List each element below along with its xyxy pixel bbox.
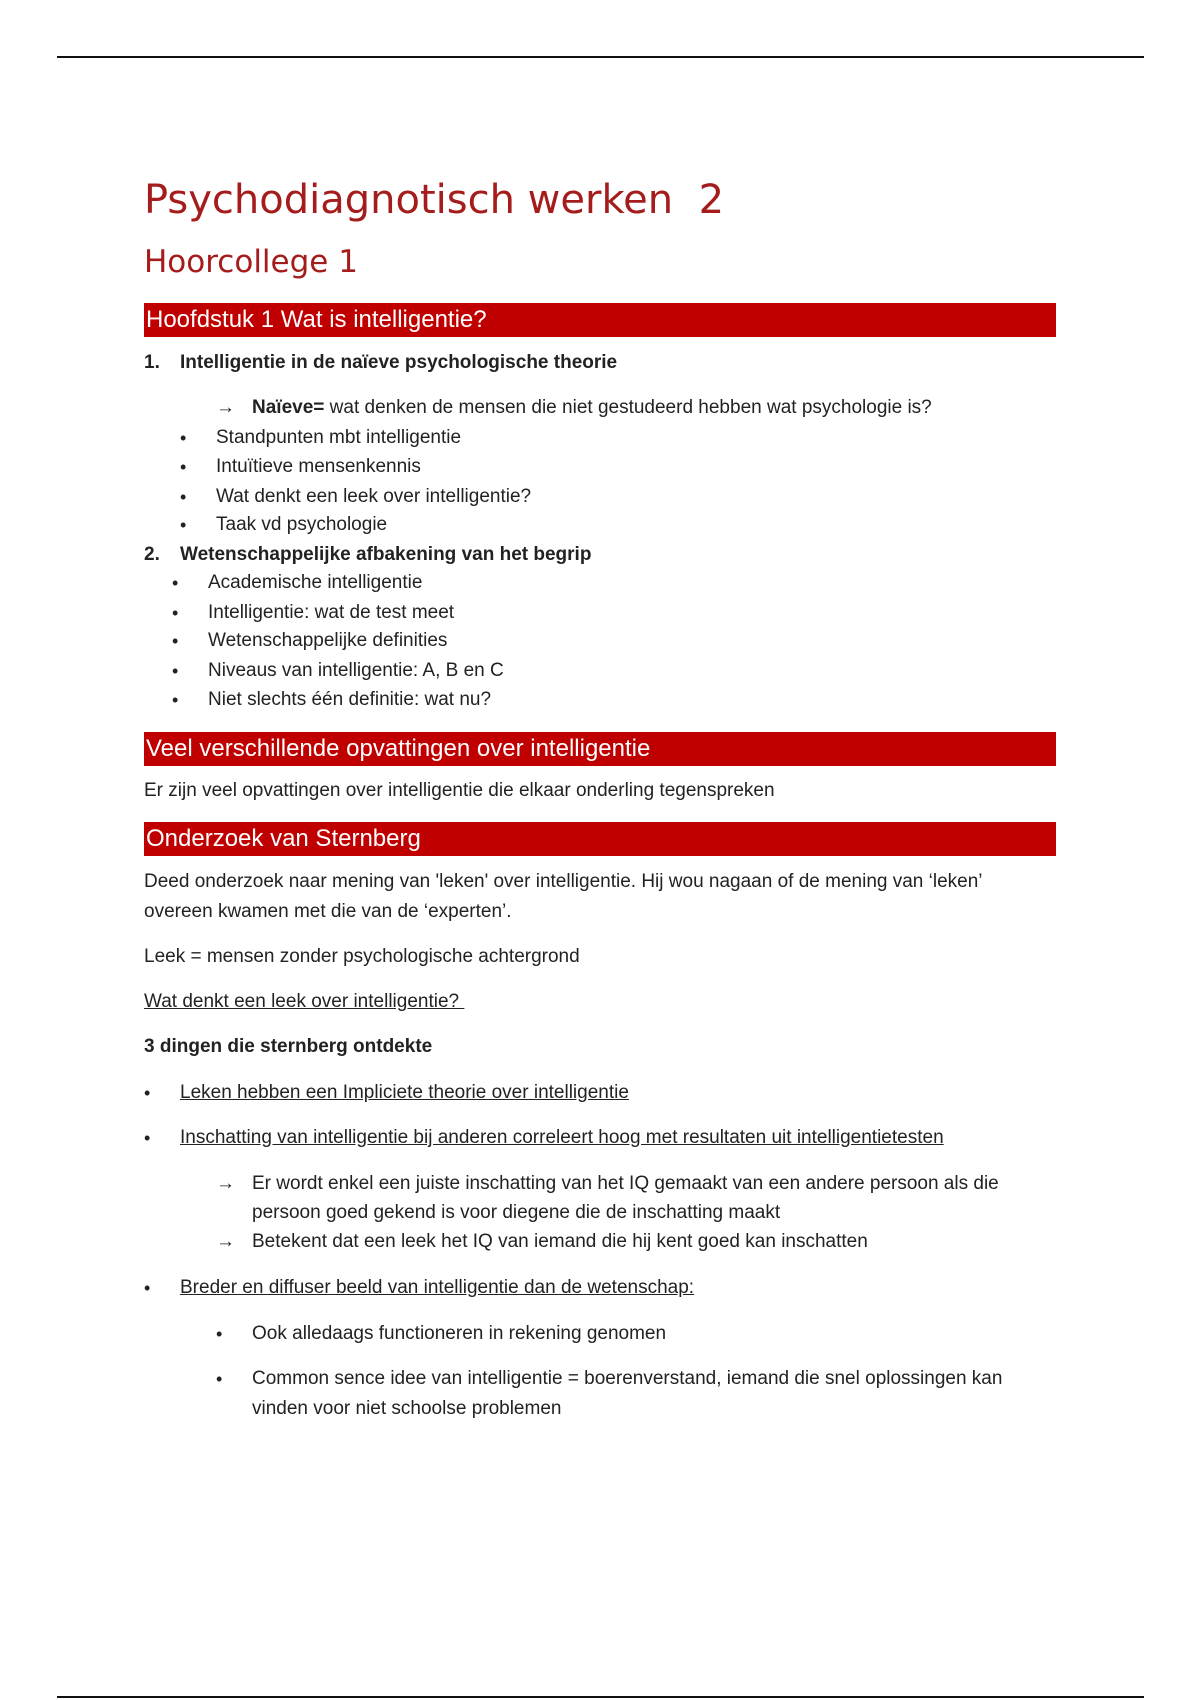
bullet-icon: • [144, 1083, 151, 1103]
bottom-rule [57, 1696, 1144, 1698]
list-number: 2. [144, 544, 160, 565]
bullet-icon: • [144, 1128, 151, 1148]
bullet-icon: • [172, 573, 179, 593]
list-item: Intelligentie: wat de test meet [208, 602, 455, 623]
section-heading-opvattingen: Veel verschillende opvattingen over intelligentie [144, 732, 1056, 766]
top-rule [57, 56, 1144, 58]
arrow-icon: → [216, 1231, 235, 1252]
bullet-icon: • [172, 661, 179, 681]
bullet-icon: • [216, 1324, 223, 1344]
discovery-item: Inschatting van intelligentie bij anderen correleert hoog met resultaten uit intelligentietesten [180, 1127, 944, 1148]
arrow-icon: → [216, 1173, 235, 1194]
arrow-item: Betekent dat een leek het IQ van iemand die hij kent goed kan inschatten [252, 1231, 868, 1252]
bullet-icon: • [172, 690, 179, 710]
list-item: Wat denkt een leek over intelligentie? [216, 486, 532, 507]
list-item: Wetenschappelijke definities [208, 630, 448, 651]
bullet-icon: • [180, 428, 187, 448]
bullet-icon: • [172, 603, 179, 623]
arrow-icon: → [216, 397, 235, 418]
list-item: Intuïtieve mensenkennis [216, 456, 421, 477]
list-item: Academische intelligentie [208, 572, 423, 593]
sub-item-line: Common sence idee van intelligentie = boerenverstand, iemand die snel oplossingen kan [252, 1368, 1003, 1389]
term-definition: wat denken de mensen die niet gestudeerd hebben wat psychologie is? [324, 397, 932, 418]
arrow-item [252, 396, 932, 420]
section-heading-sternberg: Onderzoek van Sternberg [144, 822, 1056, 856]
list-item-heading: Intelligentie in de naïeve psychologische theorie [180, 352, 618, 373]
bullet-icon: • [216, 1369, 223, 1389]
term-bold: Naïeve= [252, 397, 325, 418]
arrow-item-line: persoon goed gekend is voor diegene die de inschatting maakt [252, 1202, 781, 1223]
list-item: Niveaus van intelligentie: A, B en C [208, 660, 504, 681]
list-item: Taak vd psychologie [216, 514, 388, 535]
paragraph: Er zijn veel opvattingen over intelligentie die elkaar onderling tegenspreken [144, 780, 775, 801]
section-heading-chapter1: Hoofdstuk 1 Wat is intelligentie? [144, 303, 1056, 337]
paragraph-line: overeen kwamen met die van de ‘experten’. [144, 901, 512, 922]
definition-leek: Leek = mensen zonder psychologische achtergrond [144, 946, 580, 967]
list-item-heading: Wetenschappelijke afbakening van het begrip [180, 544, 592, 565]
bullet-icon: • [144, 1278, 151, 1298]
arrow-item-line: Er wordt enkel een juiste inschatting van het IQ gemaakt van een andere persoon als die [252, 1173, 999, 1194]
bullet-icon: • [180, 487, 187, 507]
paragraph-line: Deed onderzoek naar mening van 'leken' over intelligentie. Hij wou nagaan of de mening van ‘leken’ [144, 871, 983, 892]
list-number: 1. [144, 352, 160, 373]
sub-item-line: vinden voor niet schoolse problemen [252, 1398, 562, 1419]
bullet-icon: • [180, 457, 187, 477]
underlined-question: Wat denkt een leek over intelligentie? [144, 991, 465, 1012]
list-item: Niet slechts één definitie: wat nu? [208, 689, 492, 710]
document-title: Psychodiagnotisch werken 2 [144, 177, 725, 223]
discovery-item: Leken hebben een Impliciete theorie over intelligentie [180, 1082, 629, 1103]
bullet-icon: • [180, 515, 187, 535]
document-subtitle: Hoorcollege 1 [144, 244, 358, 280]
list-item: Standpunten mbt intelligentie [216, 427, 462, 448]
sub-item: Ook alledaags functioneren in rekening genomen [252, 1323, 667, 1344]
discoveries-heading: 3 dingen die sternberg ontdekte [144, 1036, 433, 1057]
discovery-item: Breder en diffuser beeld van intelligentie dan de wetenschap: [180, 1277, 695, 1298]
bullet-icon: • [172, 631, 179, 651]
